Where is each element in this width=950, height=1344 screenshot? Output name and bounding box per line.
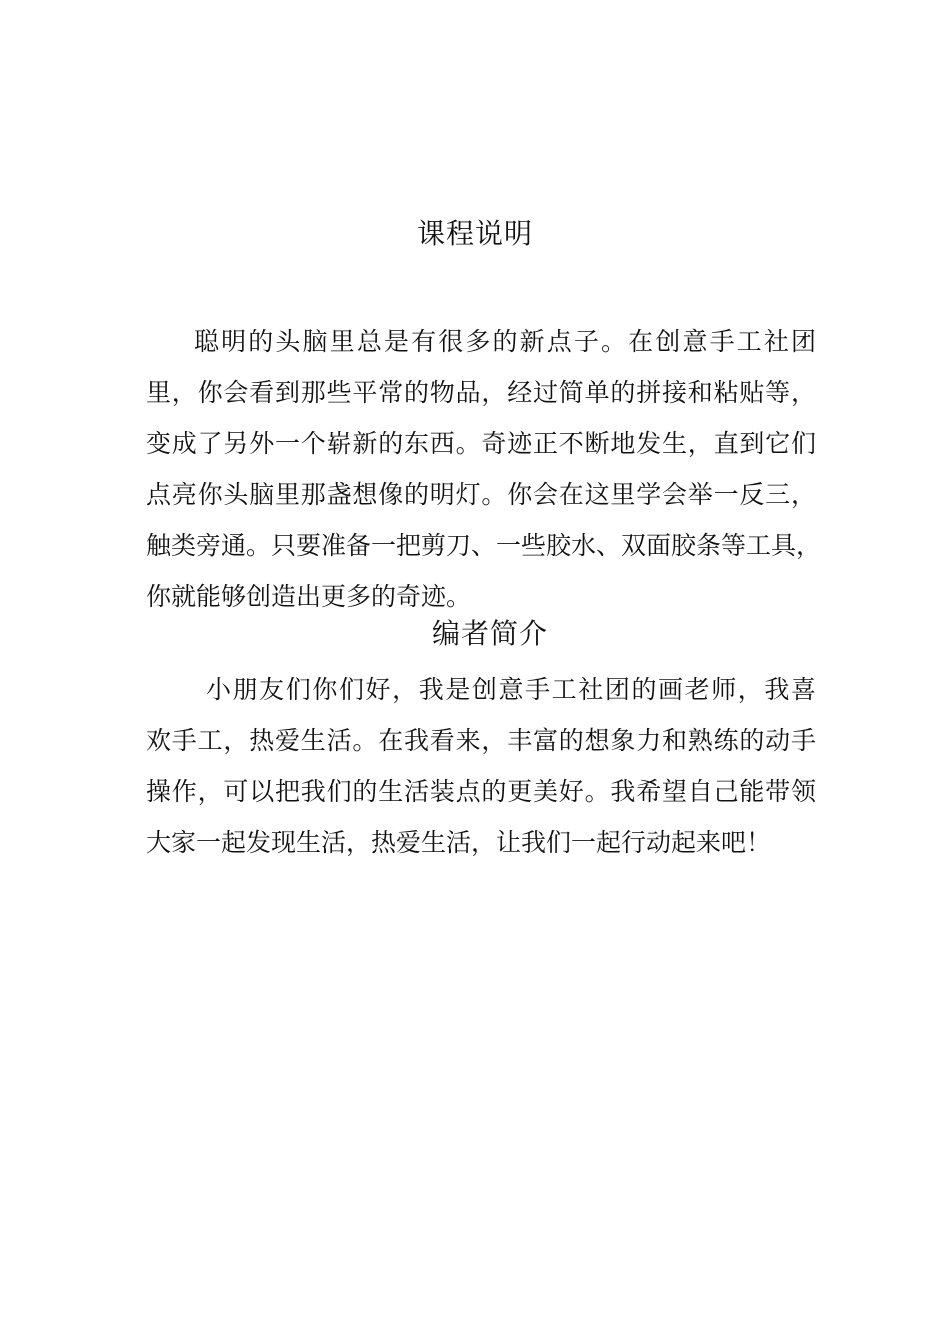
- course-description-line: 触类旁通。只要准备一把剪刀、一些胶水、双面胶条等工具，: [146, 531, 822, 560]
- editor-intro-body: [146, 664, 816, 868]
- course-description-line: 你就能够创造出更多的奇迹。: [146, 582, 472, 611]
- course-description-title: 课程说明: [416, 217, 533, 250]
- editor-intro-line: 操作，可以把我们的生活装点的更美好。我希望自己能带领: [146, 777, 816, 806]
- editor-intro-title: 编者简介: [431, 617, 548, 650]
- editor-intro-line: 小朋友们你们好，我是创意手工社团的画老师，我喜: [206, 675, 816, 704]
- course-description-line: 里，你会看到那些平常的物品，经过简单的拼接和粘贴等，: [146, 378, 816, 407]
- course-description-line: 变成了另外一个崭新的东西。奇迹正不断地发生，直到它们: [146, 429, 816, 458]
- course-description-line: 点亮你头脑里那盏想像的明灯。你会在这里学会举一反三，: [146, 480, 816, 509]
- course-description-body: [146, 316, 822, 622]
- editor-intro-line: 大家一起发现生活，热爱生活，让我们一起行动起来吧！: [146, 828, 772, 857]
- editor-intro-line: 欢手工，热爱生活。在我看来，丰富的想象力和熟练的动手: [146, 726, 816, 755]
- course-description-line: 聪明的头脑里总是有很多的新点子。在创意手工社团: [194, 327, 816, 356]
